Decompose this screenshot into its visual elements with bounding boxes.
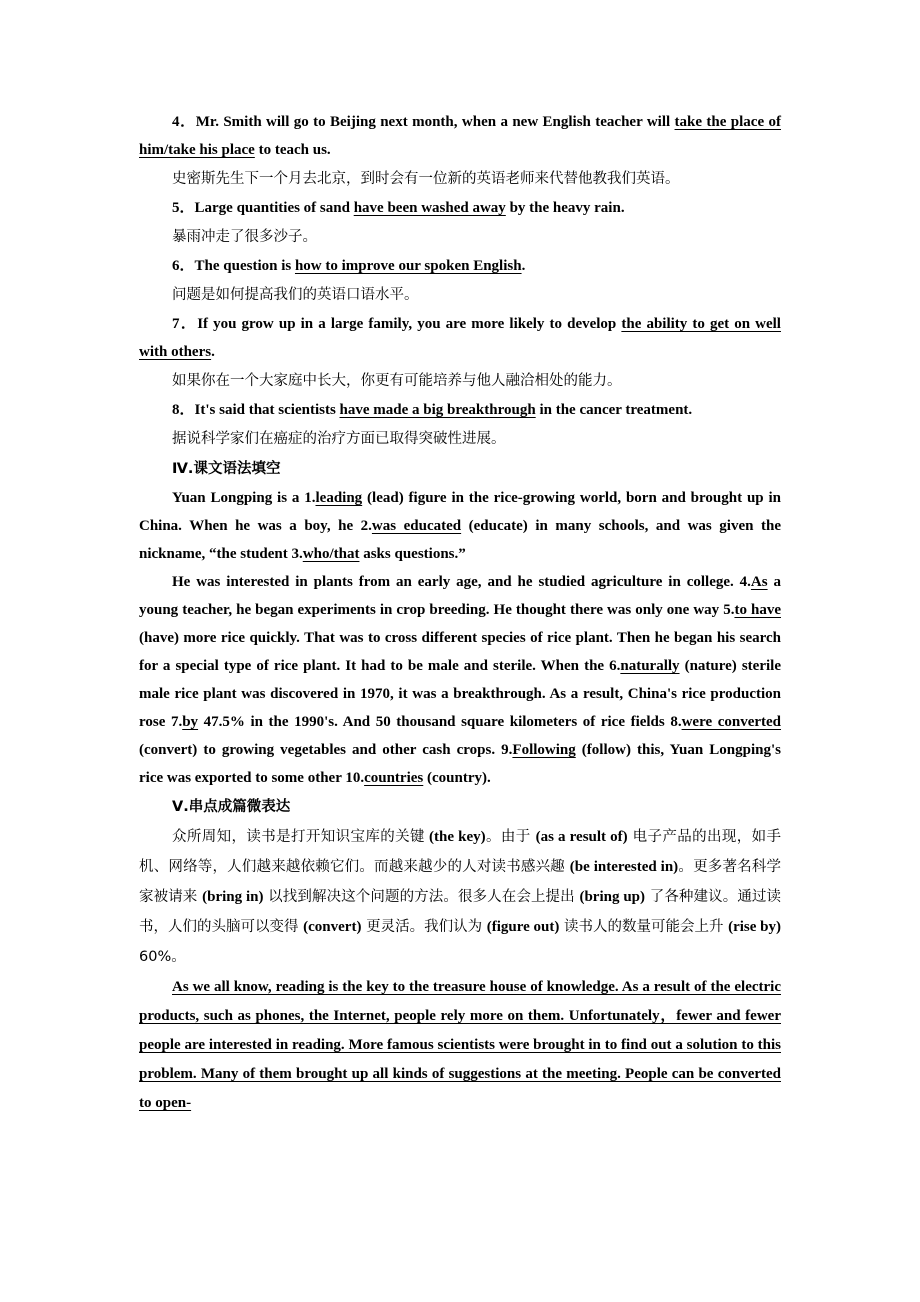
- document-content: [139, 108, 781, 1118]
- section-4-heading: Ⅳ.课文语法填空: [172, 461, 281, 477]
- item-6-answer: how to improve our spoken English: [294, 258, 522, 274]
- item-7: [139, 310, 781, 396]
- item-5-chinese: 暴雨冲走了很多沙子。: [172, 229, 317, 245]
- section-5-prompt: 众所周知，读书是打开知识宝库的关键 (the key)。由于 (as a result of) 电子产品的出现，如手机、网络等，人们越来越依赖它们。而越来越少的人对读书感兴趣 (be interested in)。更多著名科学家被请来 (bring in) 以找到解决这个问题的方法。很多人在会上提出 (bring up) 了各种建议。通过读书，人们的头脑可以变得 (convert) 更灵活。我们认为 (figure out) 读书人的数量可能会上升 (rise by) 60%。: [139, 829, 782, 965]
- blank-4: As: [750, 574, 768, 590]
- section-4-paragraph-1: Yuan Longping is a 1.leading (lead) figure in the rice-growing world, born and brought up in China. When he was a boy, he 2.was educated (educate) in many schools, and was given the nickname, “the student 3.who/that asks questions.”: [139, 490, 781, 562]
- item-8-chinese: 据说科学家们在癌症的治疗方面已取得突破性进展。: [172, 431, 506, 447]
- item-7-english: 7．If you grow up in a large family, you are more likely to develop the ability to get on well with others.: [139, 316, 781, 360]
- blank-6: naturally: [620, 658, 680, 674]
- item-4: [139, 108, 781, 194]
- item-4-english: 4．Mr. Smith will go to Beijing next month, when a new English teacher will take the place of him/take his place to teach us.: [139, 114, 781, 158]
- item-8-english: 8．It's said that scientists have made a big breakthrough in the cancer treatment.: [172, 402, 693, 418]
- blank-3: who/that: [302, 546, 360, 562]
- blank-10: countries: [364, 770, 424, 786]
- item-4-answer: take the place of him/take his place: [139, 114, 781, 158]
- item-7-chinese: 如果你在一个大家庭中长大，你更有可能培养与他人融洽相处的能力。: [172, 373, 622, 389]
- blank-5: to have: [734, 602, 781, 618]
- item-7-answer: the ability to get on well with others: [139, 316, 781, 360]
- item-6-english: 6．The question is how to improve our spoken English.: [172, 258, 526, 274]
- item-6: [139, 252, 781, 310]
- blank-8: were converted: [681, 714, 782, 730]
- item-5-english: 5．Large quantities of sand have been washed away by the heavy rain.: [172, 200, 625, 216]
- item-8-answer: have made a big breakthrough: [339, 402, 536, 418]
- section-5-answer: As we all know, reading is the key to the treasure house of knowledge. As a result of the electric products, such as phones, the Internet, people rely more on them. Unfortunately，fewer and fewer people are interested in reading. More famous scientists were brought in to find out a solution to this problem. Many of them brought up all kinds of suggestions at the meeting. People can be converted to open-: [139, 979, 781, 1111]
- item-5: [139, 194, 781, 252]
- item-6-chinese: 问题是如何提高我们的英语口语水平。: [172, 287, 419, 303]
- section-4-paragraph-2: He was interested in plants from an early age, and he studied agriculture in college. 4.As a young teacher, he began experiments in crop breeding. He thought there was only one way 5.to have (have) more rice quickly. That was to cross different species of rice plant. Then he began his search for a special type of rice plant. It had to be male and sterile. When the 6.naturally (nature) sterile male rice plant was discovered in 1970, it was a breakthrough. As a result, China's rice production rose 7.by 47.5% in the 1990's. And 50 thousand square kilometers of rice fields 8.were converted (convert) to growing vegetables and other cash crops. 9.Following (follow) this, Yuan Longping's rice was exported to some other 10.countries (country).: [139, 574, 782, 786]
- item-8: [139, 396, 781, 454]
- item-5-answer: have been washed away: [353, 200, 506, 216]
- blank-7: by: [182, 714, 199, 730]
- blank-9: Following: [512, 742, 576, 758]
- blank-2: was educated: [371, 518, 462, 534]
- blank-1: leading: [315, 490, 363, 506]
- item-4-chinese: 史密斯先生下一个月去北京，到时会有一位新的英语老师来代替他教我们英语。: [172, 171, 680, 187]
- section-5-heading: Ⅴ.串点成篇微表达: [172, 799, 291, 815]
